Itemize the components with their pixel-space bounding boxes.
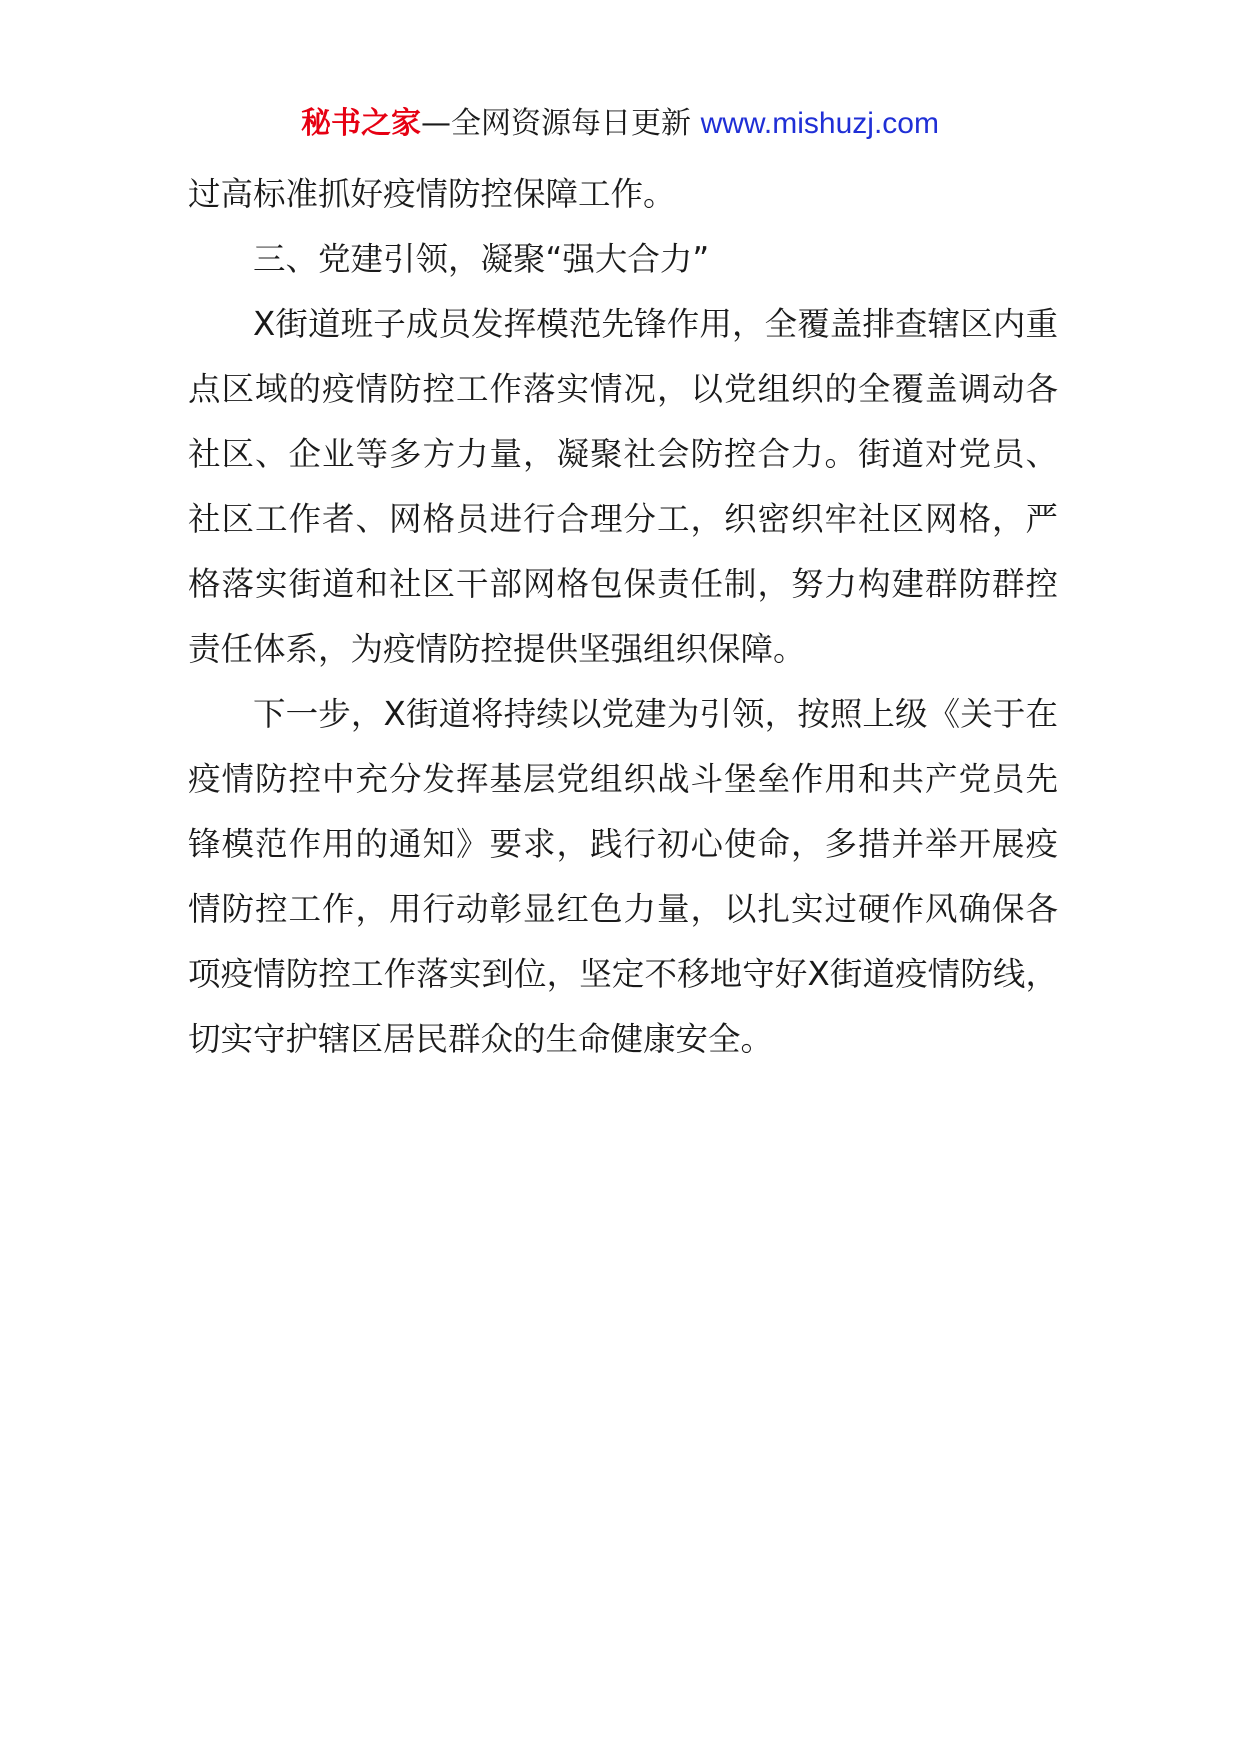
site-brand: 秘书之家: [301, 106, 422, 141]
body-paragraph: X街道班子成员发挥模范先锋作用，全覆盖排查辖区内重点区域的疫情防控工作落实情况，以党组织的全覆盖调动各社区、企业等多方力量，凝聚社会防控合力。街道对党员、社区工作者、网格员进行合理分工，织密织牢社区网格，严格落实街道和社区干部网格包保责任制，努力构建群防群控责任体系，为疫情防控提供坚强组织保障。: [188, 305, 1058, 668]
site-tagline: —全网资源每日更新: [421, 106, 701, 141]
section-heading: 三、党建引领，凝聚“强大合力”: [253, 240, 710, 278]
site-url-link[interactable]: www.mishuzj.com: [700, 107, 939, 140]
paragraph-continuation: 过高标准抓好疫情防控保障工作。: [188, 175, 676, 213]
site-header: [0, 98, 1240, 150]
document-body: [188, 162, 1058, 1072]
body-paragraph: 下一步，X街道将持续以党建为引领，按照上级《关于在疫情防控中充分发挥基层党组织战斗堡垒作用和共产党员先锋模范作用的通知》要求，践行初心使命，多措并举开展疫情防控工作，用行动彰显红色力量，以扎实过硬作风确保各项疫情防控工作落实到位，坚定不移地守好X街道疫情防线，切实守护辖区居民群众的生命健康安全。: [188, 695, 1058, 1058]
